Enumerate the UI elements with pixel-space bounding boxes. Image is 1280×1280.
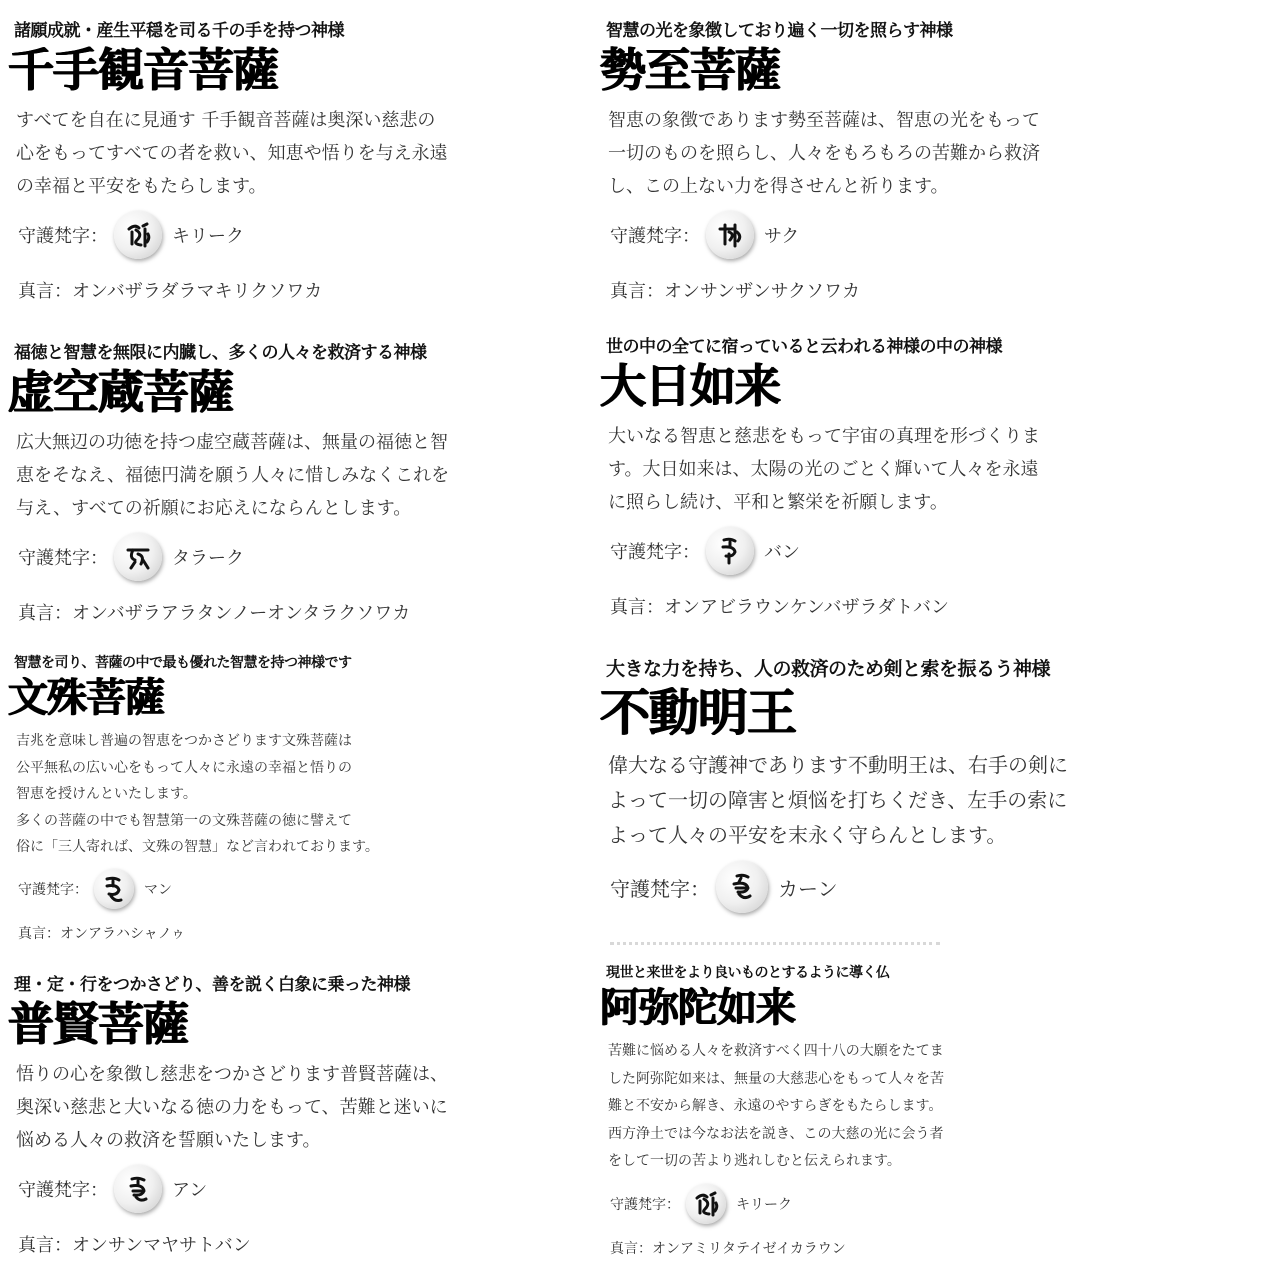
deity-tagline: 智慧の光を象徴しており遍く一切を照らす神様 — [606, 21, 953, 41]
bonji-reading: キリーク — [172, 225, 244, 247]
bonji-label: 守護梵字： — [18, 881, 88, 898]
saku-bonji-icon — [706, 211, 754, 259]
bonji-reading: サク — [764, 225, 800, 247]
guardian-bonji-row — [610, 211, 1212, 259]
bonji-reading: アン — [172, 1179, 208, 1201]
mantra-text: 真言：オンバザラダラマキリクソワカ — [18, 280, 323, 302]
bonji-label: 守護梵字： — [610, 225, 700, 247]
deity-card-monju — [0, 652, 620, 943]
mantra-text: 真言：オンアビラウンケンバザラダトバン — [610, 596, 949, 618]
deity-card-seishi — [592, 16, 1212, 303]
bonji-reading: カーン — [778, 876, 838, 901]
bonji-reading: バン — [764, 541, 800, 563]
mantra-text: 真言：オンサンマヤサトバン — [18, 1234, 251, 1256]
deity-description: 大いなる智恵と慈悲をもって宇宙の真理を形づくりま す。大日如来は、太陽の光のごとく輝いて人々を永遠 に照らし続け、平和と繁栄を祈願します。 — [608, 425, 1040, 513]
deity-tagline: 智慧を司り、菩薩の中で最も優れた智慧を持つ神様です — [14, 655, 352, 671]
guardian-bonji-row — [18, 533, 620, 581]
deity-title: 大日如来 — [600, 359, 780, 413]
deity-tagline: 現世と来世をより良いものとするように導く仏 — [606, 965, 890, 981]
bonji-label: 守護梵字： — [610, 1196, 680, 1213]
deity-tagline: 福徳と智慧を無限に内臓し、多くの人々を救済する神様 — [14, 343, 427, 363]
deity-title: 普賢菩薩 — [8, 997, 188, 1051]
deity-title: 千手観音菩薩 — [8, 43, 278, 97]
deity-tagline: 理・定・行をつかさどり、善を説く白象に乗った神様 — [14, 975, 410, 995]
bonji-reading: タラーク — [172, 547, 244, 569]
mantra-text: 真言：オンアミリタテイゼイカラウン — [610, 1240, 846, 1257]
bonji-reading: マン — [144, 881, 172, 898]
deity-tagline: 世の中の全てに宿っていると云われる神様の中の神様 — [606, 337, 1002, 357]
bonji-label: 守護梵字： — [18, 1179, 108, 1201]
mantra-text: 真言：オンサンザンサクソワカ — [610, 280, 861, 302]
bonji-label: 守護梵字： — [610, 541, 700, 563]
bonji-label: 守護梵字： — [610, 876, 710, 901]
deity-description: 広大無辺の功徳を持つ虚空蔵菩薩は、無量の福徳と智 恵をそなえ、福徳円満を願う人々に惜しみなくこれを 与え、すべての祈願にお応えにならんとします。 — [16, 431, 450, 519]
deity-description: すべてを自在に見通す 千手観音菩薩は奥深い慈悲の 心をもってすべての者を救い、知恵や悟りを与え永遠 の幸福と平安をもたらします。 — [16, 109, 448, 197]
guardian-bonji-row — [18, 211, 620, 259]
deity-card-dainichi — [592, 332, 1212, 619]
kiriku-bonji-icon — [114, 211, 162, 259]
bonji-label: 守護梵字： — [18, 547, 108, 569]
ban-bonji-icon — [706, 527, 754, 575]
deity-title: 不動明王 — [600, 683, 796, 742]
deity-description: 悟りの心を象徴し慈悲をつかさどります普賢菩薩は、 奥深い慈悲と大いなる徳の力をもって、苦難と迷いに 悩める人々の救済を誓願いたします。 — [16, 1063, 448, 1151]
mantra-text: 真言：オンアラハシャノゥ — [18, 925, 186, 942]
deity-tagline: 大きな力を持ち、人の救済のため剣と索を振るう神様 — [606, 658, 1051, 680]
deity-description: 智恵の象徴であります勢至菩薩は、智恵の光をもって 一切のものを照らし、人々をもろもろの苦難から救済 し、この上ない力を得させんと祈ります。 — [608, 109, 1040, 197]
kan-bonji-icon — [716, 861, 768, 913]
man-bonji-icon — [94, 869, 134, 909]
deity-title: 阿弥陀如来 — [600, 984, 795, 1031]
deity-card-kokuzo — [0, 338, 620, 625]
faint-divider — [610, 942, 940, 949]
left-column — [0, 0, 620, 1280]
deity-title: 勢至菩薩 — [600, 43, 780, 97]
deity-tagline: 諸願成就・産生平穏を司る千の手を持つ神様 — [14, 21, 344, 41]
bonji-reading: キリーク — [736, 1196, 792, 1213]
taraku-bonji-icon — [114, 533, 162, 581]
deity-description: 偉大なる守護神であります不動明王は、右手の剣に よって一切の障害と煩悩を打ちくだき、左手の索に よって人々の平安を末永く守らんとします。 — [608, 753, 1068, 847]
guardian-bonji-row — [610, 527, 1212, 575]
deity-card-fugen — [0, 970, 620, 1257]
kiriku-bonji-icon — [686, 1184, 726, 1224]
deity-card-amida — [592, 962, 1212, 1258]
deity-description: 苦難に悩める人々を救済すべく四十八の大願をたてま した阿弥陀如来は、無量の大慈悲心をもって人々を苦 難と不安から解き、永遠のやすらぎをもたらします。 西方浄土では今なお法を説き、この大慈の光に会う者 をして一切の苦より逃れしむと伝えられます。 — [608, 1043, 944, 1169]
deity-description: 吉兆を意味し普遍の智恵をつかさどります文殊菩薩は 公平無私の広い心をもって人々に永遠の幸福と悟りの 智恵を授けんといたします。 多くの菩薩の中でも智慧第一の文殊菩薩の徳に譬えて 俗に「三人寄れば、文殊の智慧」など言われております。 — [16, 733, 379, 855]
mantra-text: 真言：オンバザラアラタンノーオンタラクソワカ — [18, 602, 411, 624]
deity-title: 文殊菩薩 — [8, 674, 164, 721]
guardian-bonji-row — [610, 1184, 1212, 1224]
deity-card-senju-kannon — [0, 16, 620, 303]
deity-card-fudo — [592, 654, 1212, 913]
bonji-label: 守護梵字： — [18, 225, 108, 247]
an-bonji-icon — [114, 1165, 162, 1213]
guardian-bonji-row — [610, 861, 1212, 913]
guardian-bonji-row — [18, 1165, 620, 1213]
right-column — [592, 0, 1212, 1280]
guardian-bonji-row — [18, 869, 620, 909]
deity-title: 虚空蔵菩薩 — [8, 365, 233, 419]
